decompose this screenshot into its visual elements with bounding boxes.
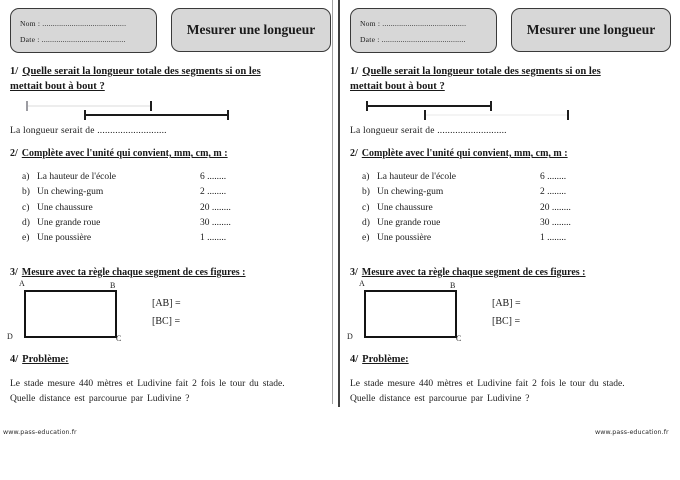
question1-heading-line2: mettait bout à bout ? <box>10 81 105 92</box>
rect-corner-label-a: A <box>359 279 365 288</box>
list-item-text: La hauteur de l'école <box>37 172 116 182</box>
problem-line2: Quelle distance est parcourue par Ludivine ? <box>350 393 530 404</box>
list-item-value: 6 ........ <box>540 172 567 182</box>
column-divider-dark <box>338 0 340 407</box>
list-item-letter: a) <box>22 172 30 182</box>
list-item-letter: e) <box>22 233 30 244</box>
question2-heading <box>10 148 228 159</box>
measure-answers <box>492 295 521 331</box>
question4-number: 4/ <box>350 354 359 365</box>
rectangle-figure <box>364 290 457 338</box>
question4-heading-text: Problème: <box>22 354 69 365</box>
list-item <box>22 172 231 187</box>
measure-answers <box>152 295 181 331</box>
measure-bc: [BC] = <box>152 316 181 327</box>
worksheet-title: Mesurer une longueur <box>526 22 656 37</box>
list-item-letter: c) <box>362 202 370 213</box>
list-item-letter: b) <box>22 187 30 198</box>
problem-line1: Le stade mesure 440 mètres et Ludivine fait 2 fois le tour du stade. <box>350 379 625 389</box>
list-item-text: Une grande roue <box>37 217 101 228</box>
list-item-text: Une poussière <box>37 233 92 244</box>
list-item-value: 2 ........ <box>540 187 567 198</box>
question3-heading-text: Mesure avec ta règle chaque segment de ces figures : <box>361 267 586 278</box>
q1-answer-line: La longueur serait de ........................... <box>350 126 507 136</box>
segment-1-start-tick <box>26 101 28 111</box>
list-item-value: 1 ........ <box>540 233 567 244</box>
list-item <box>362 187 571 202</box>
worksheet-title-box <box>171 8 331 52</box>
q1-answer-line: La longueur serait de ........................... <box>10 126 167 136</box>
list-item-value: 2 ........ <box>200 187 227 198</box>
rect-corner-label-d: D <box>347 332 353 341</box>
list-item-text: Une chaussure <box>37 202 93 213</box>
question1-number: 1/ <box>10 66 19 77</box>
question1-heading-line1: Quelle serait la longueur totale des segments si on les <box>362 66 601 77</box>
list-item-letter: a) <box>362 172 370 182</box>
segment-2 <box>424 110 569 120</box>
rectangle-figure <box>24 290 117 338</box>
question2-number: 2/ <box>10 148 18 159</box>
list-item-letter: d) <box>362 217 370 228</box>
question3-heading-text: Mesure avec ta règle chaque segment de ces figures : <box>21 267 246 278</box>
question4-heading <box>350 354 409 365</box>
segment-1-line <box>367 105 491 107</box>
question3-heading <box>10 267 246 278</box>
question4-heading <box>10 354 69 365</box>
list-item-letter: b) <box>362 187 370 198</box>
question4-number: 4/ <box>10 354 19 365</box>
list-item-text: La hauteur de l'école <box>377 172 456 182</box>
problem-text <box>10 377 336 406</box>
list-item <box>22 203 231 218</box>
problem-line2: Quelle distance est parcourue par Ludivine ? <box>10 393 190 404</box>
segment-2-line <box>425 114 568 116</box>
list-item-text: Une grande roue <box>377 217 441 228</box>
question1-heading <box>10 64 335 94</box>
question2-heading-text: Complète avec l'unité qui convient, mm, cm, m : <box>21 148 228 159</box>
list-item-text: Un chewing-gum <box>37 187 104 198</box>
list-item-value: 20 ........ <box>200 202 231 213</box>
name-date-box <box>350 8 497 53</box>
list-item <box>22 187 231 202</box>
rect-corner-label-a: A <box>19 279 25 288</box>
rect-corner-label-b: B <box>450 281 456 290</box>
question1-heading-line1: Quelle serait la longueur totale des segments si on les <box>22 66 261 77</box>
unit-list <box>362 172 571 248</box>
question3-heading <box>350 267 586 278</box>
question2-heading <box>350 148 568 159</box>
segment-1-start-tick <box>366 101 368 111</box>
list-item <box>22 233 231 248</box>
question1-heading-line2: mettait bout à bout ? <box>350 81 445 92</box>
measure-ab: [AB] = <box>152 298 181 309</box>
problem-text <box>350 377 676 406</box>
worksheet-right <box>340 0 680 480</box>
segment-1-line <box>27 105 151 107</box>
segment-2-start-tick <box>424 110 426 120</box>
list-item-value: 20 ........ <box>540 202 571 213</box>
rect-corner-label-d: D <box>7 332 13 341</box>
list-item <box>362 172 571 187</box>
segment-2-line <box>85 114 228 116</box>
list-item-letter: d) <box>22 217 30 228</box>
question3-number: 3/ <box>10 267 18 278</box>
list-item-letter: e) <box>362 233 370 244</box>
rect-corner-label-c: C <box>116 334 122 343</box>
problem-line1: Le stade mesure 440 mètres et Ludivine fait 2 fois le tour du stade. <box>10 379 285 389</box>
list-item <box>362 233 571 248</box>
rect-corner-label-b: B <box>110 281 116 290</box>
list-item <box>362 203 571 218</box>
list-item-value: 30 ........ <box>200 217 231 228</box>
list-item-text: Une poussière <box>377 233 432 244</box>
name-date-box <box>10 8 157 53</box>
nom-field: Nom : ........................................ <box>20 19 127 28</box>
list-item <box>22 218 231 233</box>
list-item-value: 30 ........ <box>540 217 571 228</box>
question2-heading-text: Complète avec l'unité qui convient, mm, cm, m : <box>361 148 568 159</box>
date-field: Date : ........................................ <box>360 35 466 44</box>
list-item-text: Une chaussure <box>377 202 433 213</box>
nom-field: Nom : ........................................ <box>360 19 467 28</box>
list-item-text: Un chewing-gum <box>377 187 444 198</box>
question1-heading <box>350 64 675 94</box>
date-field: Date : ........................................ <box>20 35 126 44</box>
question2-number: 2/ <box>350 148 358 159</box>
question1-number: 1/ <box>350 66 359 77</box>
segment-2-start-tick <box>84 110 86 120</box>
worksheet-title-box <box>511 8 671 52</box>
list-item-value: 1 ........ <box>200 233 227 244</box>
rect-corner-label-c: C <box>456 334 462 343</box>
unit-list <box>22 172 231 248</box>
question3-number: 3/ <box>350 267 358 278</box>
segment-2-end-tick <box>567 110 569 120</box>
list-item <box>362 218 571 233</box>
measure-bc: [BC] = <box>492 316 521 327</box>
list-item-letter: c) <box>22 202 30 213</box>
footer-url: www.pass-education.fr <box>3 429 77 436</box>
worksheet-title: Mesurer une longueur <box>186 22 316 37</box>
segment-2 <box>84 110 229 120</box>
measure-ab: [AB] = <box>492 298 521 309</box>
footer-url: www.pass-education.fr <box>595 429 669 436</box>
question4-heading-text: Problème: <box>362 354 409 365</box>
segment-2-end-tick <box>227 110 229 120</box>
list-item-value: 6 ........ <box>200 172 227 182</box>
column-divider-light <box>332 0 333 404</box>
